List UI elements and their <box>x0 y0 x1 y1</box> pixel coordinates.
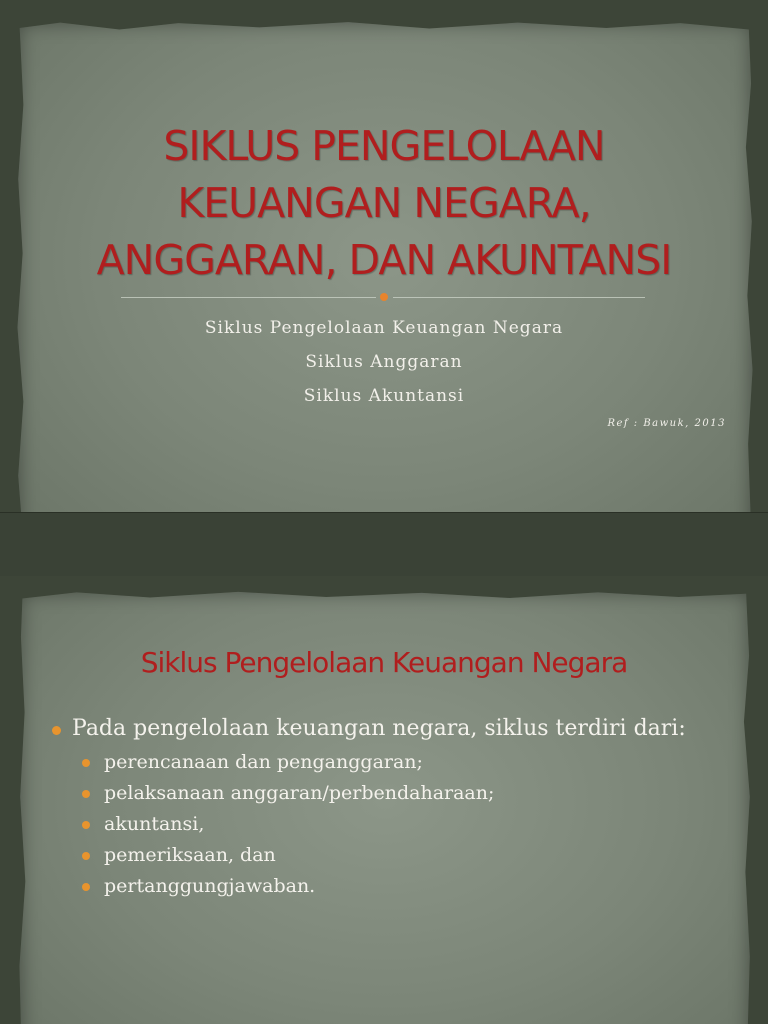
bullet-item <box>48 716 686 741</box>
bullet-text: Pada pengelolaan keuangan negara, siklus terdiri dari: <box>72 716 686 741</box>
slide-2 <box>0 576 768 1024</box>
bullet-dot-icon <box>82 821 90 829</box>
sub-bullet-item <box>48 778 686 809</box>
bullet-dot-icon <box>82 790 90 798</box>
title-line: SIKLUS PENGELOLAAN <box>163 122 605 170</box>
sub-bullet-item <box>48 809 686 840</box>
divider-line <box>393 297 645 298</box>
bullet-list <box>48 716 686 902</box>
title-line: ANGGARAN, DAN AKUNTANSI <box>96 236 672 284</box>
slide-title <box>0 118 768 289</box>
title-line: KEUANGAN NEGARA, <box>177 179 591 227</box>
reference-note: Ref : Bawuk, 2013 <box>607 418 726 429</box>
sub-bullet-item <box>48 871 686 902</box>
sub-bullet-text: perencanaan dan penganggaran; <box>104 751 423 773</box>
subtitle-line: Siklus Pengelolaan Keuangan Negara <box>204 318 564 338</box>
bullet-dot-icon <box>82 759 90 767</box>
divider-dot <box>380 293 388 301</box>
subtitle-line: Siklus Anggaran <box>305 352 463 372</box>
bullet-dot-icon <box>82 852 90 860</box>
sub-bullet-item <box>48 840 686 871</box>
sub-bullet-text: pelaksanaan anggaran/perbendaharaan; <box>104 782 495 804</box>
bullet-dot-icon <box>82 883 90 891</box>
bullet-dot-icon <box>52 726 61 735</box>
sub-bullet-text: pemeriksaan, dan <box>104 844 276 866</box>
sub-bullet-text: pertanggungjawaban. <box>104 875 316 897</box>
slide-gap <box>0 512 768 577</box>
subtitle-line: Siklus Akuntansi <box>303 386 465 406</box>
sub-bullet-item <box>48 747 686 778</box>
sub-bullet-text: akuntansi, <box>104 813 205 835</box>
slide-title: Siklus Pengelolaan Keuangan Negara <box>140 646 628 679</box>
divider-line <box>121 297 376 298</box>
